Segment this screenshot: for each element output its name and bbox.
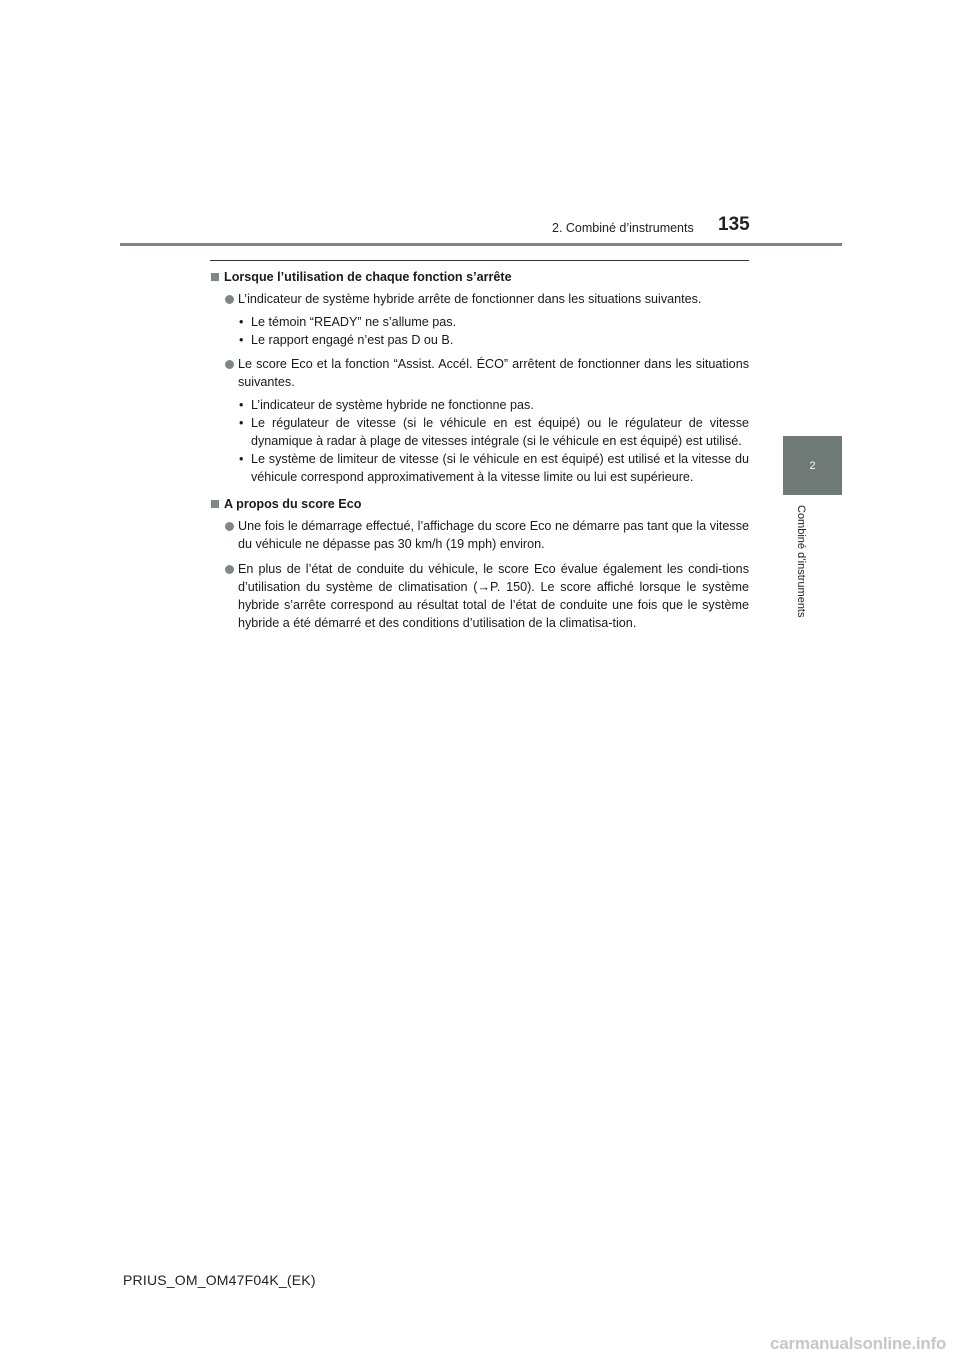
- chapter-tab-label: Combiné d’instruments: [795, 505, 807, 618]
- sub-list: [210, 396, 749, 486]
- section-heading: A propos du score Eco: [210, 495, 749, 513]
- sub-list-item: • Le rapport engagé n’est pas D ou B.: [210, 331, 749, 349]
- page-content: [210, 268, 749, 632]
- circle-bullet-icon: [225, 360, 234, 369]
- header-rule: [120, 243, 842, 246]
- sub-list-item: • Le témoin “READY” ne s’allume pas.: [210, 313, 749, 331]
- document-code: PRIUS_OM_OM47F04K_(EK): [123, 1272, 316, 1288]
- watermark: carmanualsonline.info: [770, 1334, 947, 1353]
- sub-list-item: • L’indicateur de système hybride ne fonctionne pas.: [210, 396, 749, 414]
- circle-bullet-icon: [225, 295, 234, 304]
- chapter-title: 2. Combiné d’instruments: [552, 221, 694, 235]
- square-bullet-icon: [211, 273, 219, 281]
- sub-list-item: • Le système de limiteur de vitesse (si le véhicule en est équipé) est utilisé et la vitesse du véhicule correspond approximativement à la vitesse limite ou lui est supérieure.: [210, 450, 749, 486]
- list-item: Une fois le démarrage effectué, l’affichage du score Eco ne démarre pas tant que la vitesse du véhicule ne dépasse pas 30 km/h (19 mph) environ.: [210, 517, 749, 553]
- sub-list: [210, 313, 749, 349]
- circle-bullet-icon: [225, 565, 234, 574]
- section-eco-score: [210, 495, 749, 632]
- circle-bullet-icon: [225, 522, 234, 531]
- list-item: Le score Eco et la fonction “Assist. Accél. ÉCO” arrêtent de fonctionner dans les situations suivantes.: [210, 355, 749, 391]
- page-number: 135: [718, 214, 750, 235]
- square-bullet-icon: [211, 500, 219, 508]
- section-function-stop: [210, 268, 749, 486]
- content-rule: [210, 260, 749, 261]
- list-item: L’indicateur de système hybride arrête de fonctionner dans les situations suivantes.: [210, 290, 749, 308]
- sub-list-item: • Le régulateur de vitesse (si le véhicule en est équipé) ou le régulateur de vitesse dynamique à radar à plage de vitesses intégrale (si le véhicule en est équipé) est utilisé.: [210, 414, 749, 450]
- section-heading: Lorsque l’utilisation de chaque fonction s’arrête: [210, 268, 749, 286]
- chapter-tab[interactable]: [783, 436, 842, 495]
- chapter-tab-number: 2: [809, 459, 816, 472]
- list-item: En plus de l’état de conduite du véhicule, le score Eco évalue également les condi-tions d’utilisation du système de climatisation (→P. 150). Le score affiché lorsque le système hybride s’arrête correspond au résultat total de l’état de conduite une fois que le système hybride a été démarré et des conditions d’utilisation de la climatisa-tion.: [210, 560, 749, 632]
